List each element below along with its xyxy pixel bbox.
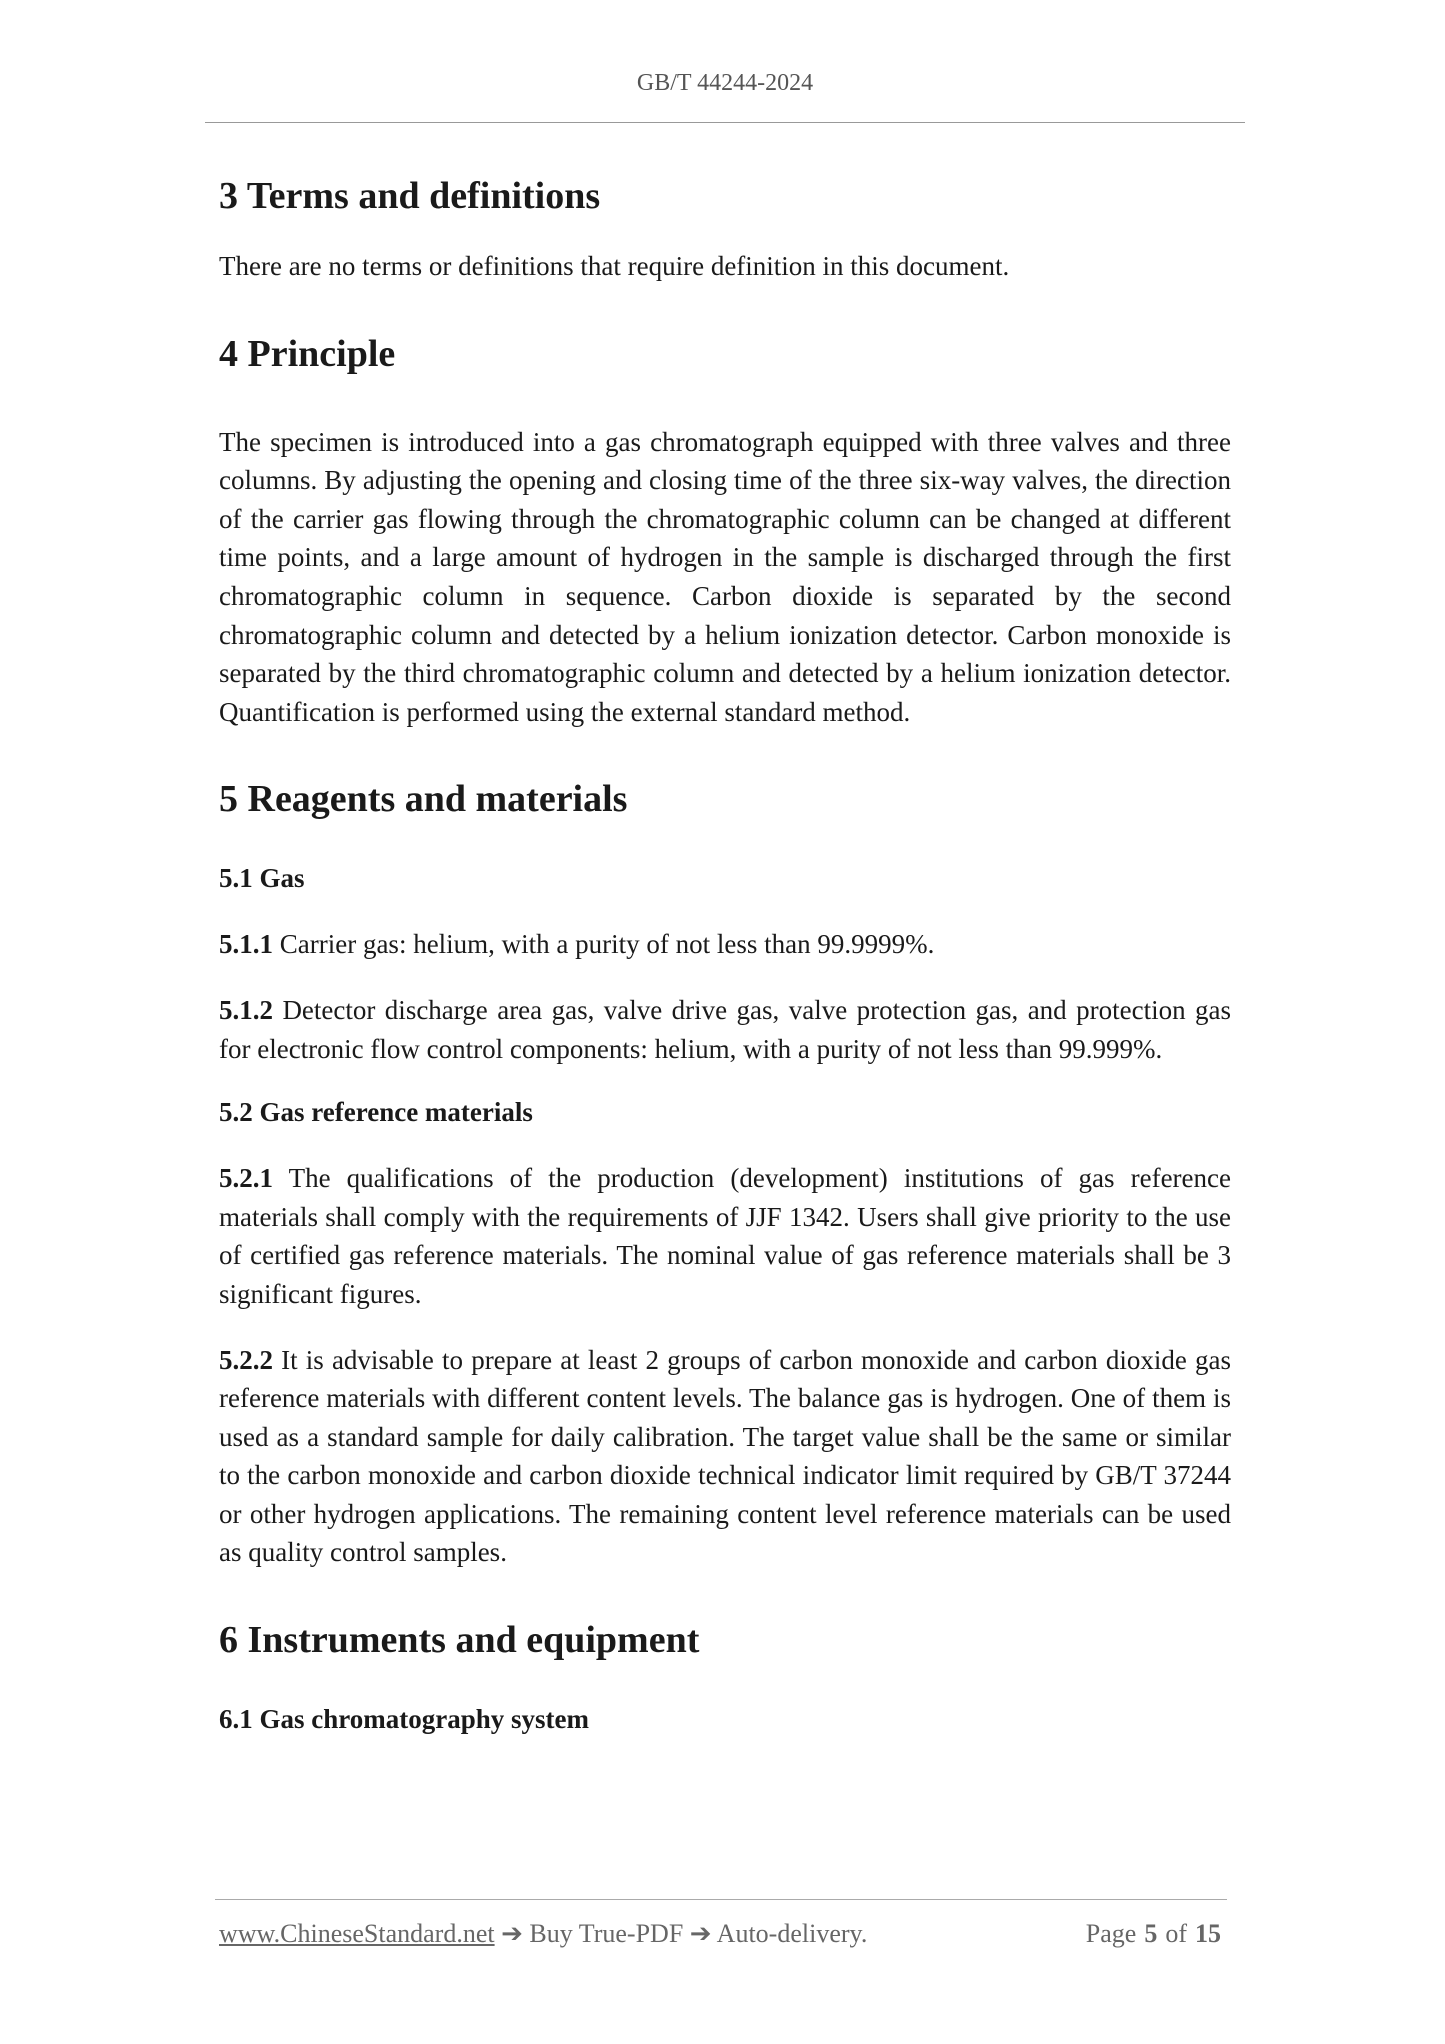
section-4-body: The specimen is introduced into a gas chromatograph equipped with three valves and three columns. By adjusting the opening and closing time of the three six-way valves, the direction of the carrier gas flowing through the chromatographic column can be changed at different time points, and a large amount of hydrogen in the sample is discharged through the first chromatographic column in sequence. Carbon dioxide is separated by the second chromatographic column and detected by a helium ionization detector. Carbon monoxide is separated by the third chromatographic column and detected by a helium ionization detector. Quantification is performed using the external standard method. bbox=[219, 426, 1231, 727]
section-3-title: 3 Terms and definitions bbox=[219, 175, 601, 217]
clause-5-1-1 bbox=[219, 925, 1231, 964]
header-divider bbox=[205, 122, 1245, 123]
clause-5-2-2-text: It is advisable to prepare at least 2 groups of carbon monoxide and carbon dioxide gas reference materials with different content levels. The balance gas is hydrogen. One of them is used as a standard sample for daily calibration. The target value shall be the same or similar to the carbon monoxide and carbon dioxide technical indicator limit required by GB/T 37244 or other hydrogen applications. The remaining content level reference materials can be used as quality control samples. bbox=[219, 1344, 1232, 1568]
section-5-1-title: 5.1 Gas bbox=[219, 863, 305, 894]
clause-5-1-2-text: Detector discharge area gas, valve drive gas, valve protection gas, and protection gas for electronic flow control components: helium, with a purity of not less than 99.999%. bbox=[219, 994, 1231, 1064]
clause-5-2-1-number: 5.2.1 bbox=[219, 1163, 273, 1194]
page-word: Page bbox=[1085, 1919, 1137, 1948]
section-6-1-title: 6.1 Gas chromatography system bbox=[219, 1704, 589, 1735]
clause-5-1-2 bbox=[219, 991, 1231, 1068]
section-5-2-title: 5.2 Gas reference materials bbox=[219, 1097, 533, 1128]
section-6-title: 6 Instruments and equipment bbox=[219, 1619, 700, 1662]
section-3-body: There are no terms or definitions that require definition in this document. bbox=[219, 251, 1010, 281]
clause-5-1-1-number: 5.1.1 bbox=[219, 929, 273, 960]
total-page-count: 15 bbox=[1195, 1919, 1221, 1948]
footer-promo bbox=[219, 1916, 867, 1952]
page-number bbox=[1086, 1916, 1229, 1952]
current-page-number: 5 bbox=[1144, 1919, 1158, 1948]
website-link[interactable]: www.ChineseStandard.net bbox=[219, 1919, 495, 1948]
clause-5-2-2 bbox=[219, 1341, 1231, 1573]
of-word: of bbox=[1165, 1919, 1187, 1948]
buy-true-pdf-text: Buy True-PDF bbox=[529, 1919, 684, 1948]
page-content bbox=[219, 168, 1231, 1739]
auto-delivery-text: Auto-delivery. bbox=[716, 1919, 868, 1948]
section-4-title: 4 Principle bbox=[219, 332, 396, 375]
footer-divider bbox=[215, 1899, 1227, 1900]
clause-5-2-1 bbox=[219, 1159, 1231, 1313]
arrow-right-icon: ➔ bbox=[501, 1919, 523, 1948]
running-header: GB/T 44244-2024 bbox=[636, 70, 814, 96]
section-5-title: 5 Reagents and materials bbox=[219, 778, 628, 821]
arrow-right-icon: ➔ bbox=[689, 1919, 712, 1948]
clause-5-2-1-text: The qualifications of the production (development) institutions of gas reference materials shall comply with the requirements of JJF 1342. Users shall give priority to the use of certified gas reference materials. The nominal value of gas reference materials shall be 3 significant figures. bbox=[219, 1163, 1231, 1309]
clause-5-2-2-number: 5.2.2 bbox=[219, 1344, 273, 1375]
clause-5-1-2-number: 5.1.2 bbox=[219, 994, 273, 1025]
clause-5-1-1-text: Carrier gas: helium, with a purity of not less than 99.9999%. bbox=[279, 929, 935, 960]
